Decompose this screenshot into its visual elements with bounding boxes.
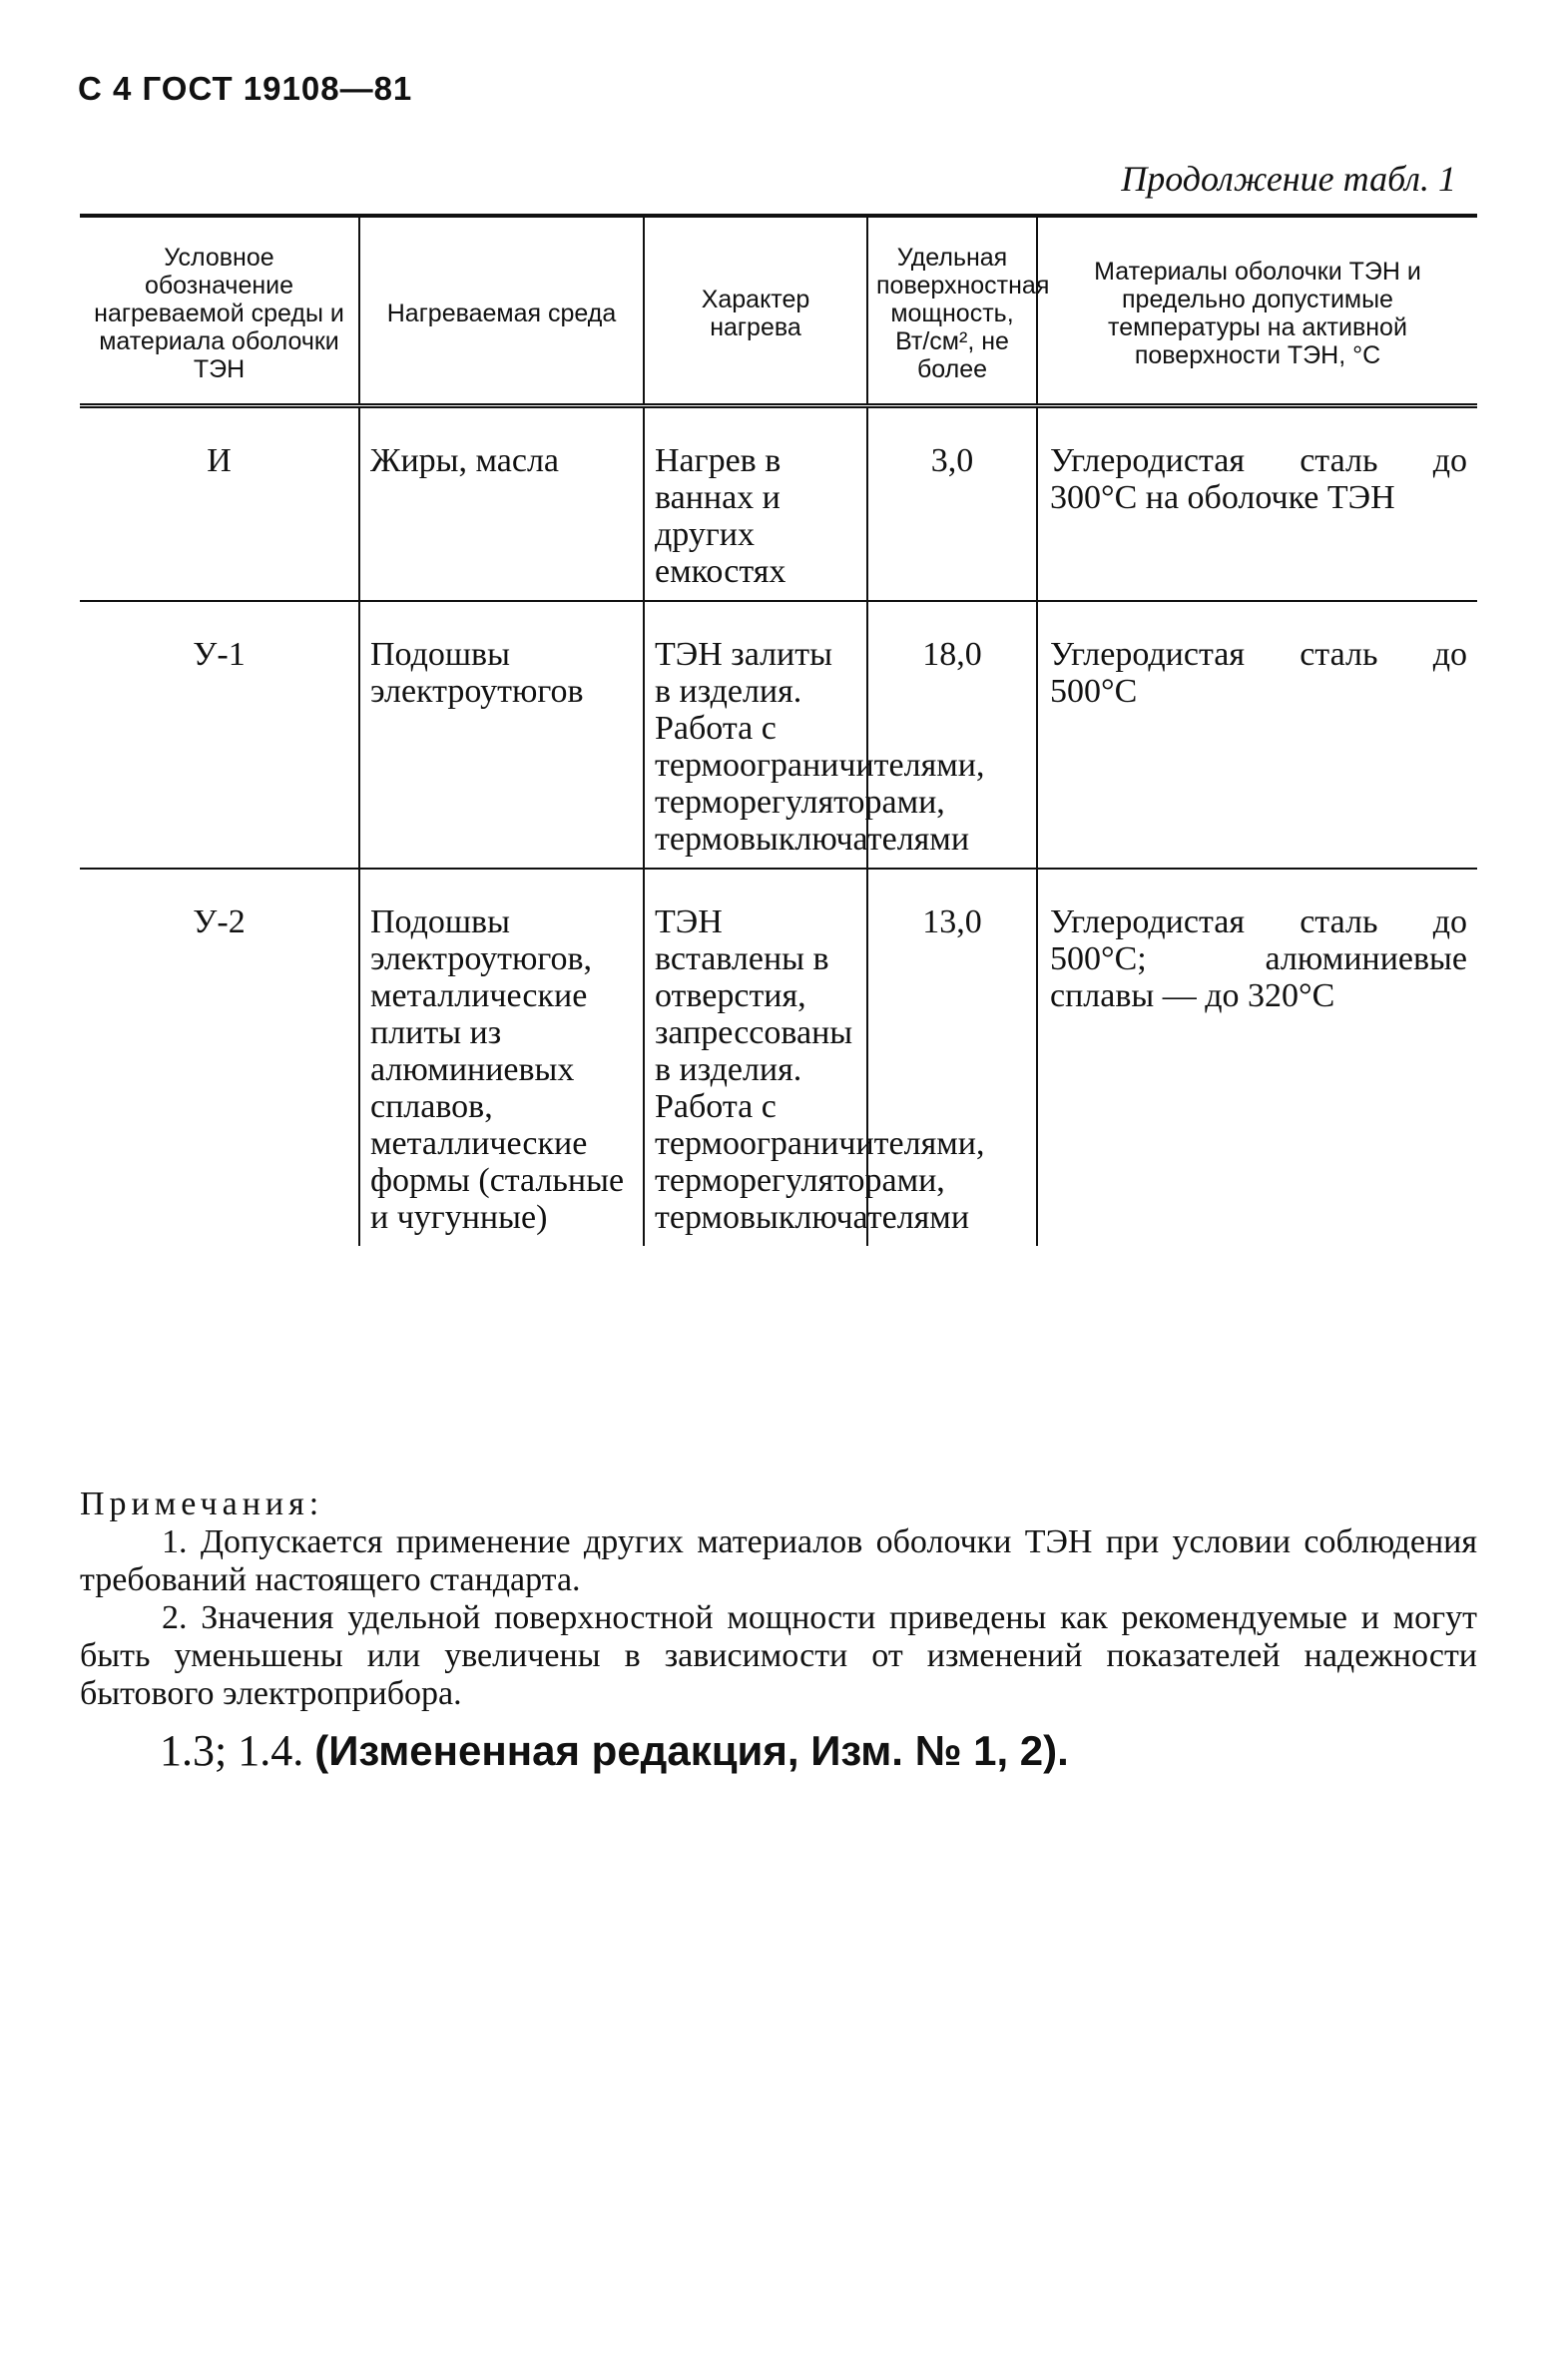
- page-header: С 4 ГОСТ 19108—81: [78, 70, 413, 107]
- cell-medium: Жиры, масла: [359, 406, 644, 602]
- cell-material: Углеродистая сталь до 300°С на оболочке ТЭН: [1050, 442, 1467, 516]
- cell-code: У-2: [80, 869, 359, 1246]
- cell-material: Углеродистая сталь до 500°С; алюминиевые сплавы — до 320°С: [1050, 903, 1467, 1014]
- column-header-heating: Характер нагрева: [644, 218, 867, 406]
- table-row: [80, 406, 1477, 602]
- table-row: [80, 869, 1477, 1246]
- column-header-material: Материалы оболочки ТЭН и предельно допустимые температуры на активной поверхности ТЭН, °С: [1094, 258, 1421, 369]
- materials-table-container: [80, 214, 1477, 1246]
- cell-heating: ТЭН залиты в изделия. Работа с термоограничителями, терморегуляторами, термовыключателями: [644, 601, 867, 869]
- column-header-code: Условное обозначение нагреваемой среды и материала оболочки ТЭН: [80, 218, 359, 406]
- cell-medium: Подошвы электроутюгов, металлические плиты из алюминиевых сплавов, металлические формы (стальные и чугунные): [359, 869, 644, 1246]
- notes-title: Примечания:: [80, 1485, 324, 1522]
- note-item: 1. Допускается применение других материалов оболочки ТЭН при условии соблюдения требований настоящего стандарта.: [80, 1523, 1477, 1598]
- cell-medium: Подошвы электроутюгов: [359, 601, 644, 869]
- cell-code: И: [80, 406, 359, 602]
- materials-table: [80, 218, 1477, 1246]
- cell-code: У-1: [80, 601, 359, 869]
- cell-power: 3,0: [867, 406, 1037, 602]
- note-item: 2. Значения удельной поверхностной мощности приведены как рекомендуемые и могут быть уменьшены или увеличены в зависимости от изменений показателей надежности бытового электроприбора.: [80, 1599, 1477, 1712]
- amendment-text: (Измененная редакция, Изм. № 1, 2).: [314, 1727, 1069, 1774]
- cell-heating: ТЭН вставлены в отверстия, запрессованы в изделия. Работа с термоограничителями, терморегуляторами, термовыключателями: [644, 869, 867, 1246]
- cell-material: Углеродистая сталь до 500°С: [1050, 636, 1467, 710]
- table-row: [80, 601, 1477, 869]
- column-header-medium: Нагреваемая среда: [359, 218, 644, 406]
- amendment-line: [160, 1727, 1069, 1775]
- table-continuation-label: Продолжение табл. 1: [1121, 159, 1456, 199]
- cell-power: 13,0: [867, 869, 1037, 1246]
- column-header-power: Удельная поверхностная мощность, Вт/см², не более: [867, 218, 1037, 406]
- cell-heating: Нагрев в ваннах и других емкостях: [644, 406, 867, 602]
- cell-power: 18,0: [867, 601, 1037, 869]
- table-header-row: [80, 218, 1477, 406]
- notes-section: [80, 1485, 1477, 1713]
- amendment-clauses: 1.3; 1.4.: [160, 1726, 304, 1775]
